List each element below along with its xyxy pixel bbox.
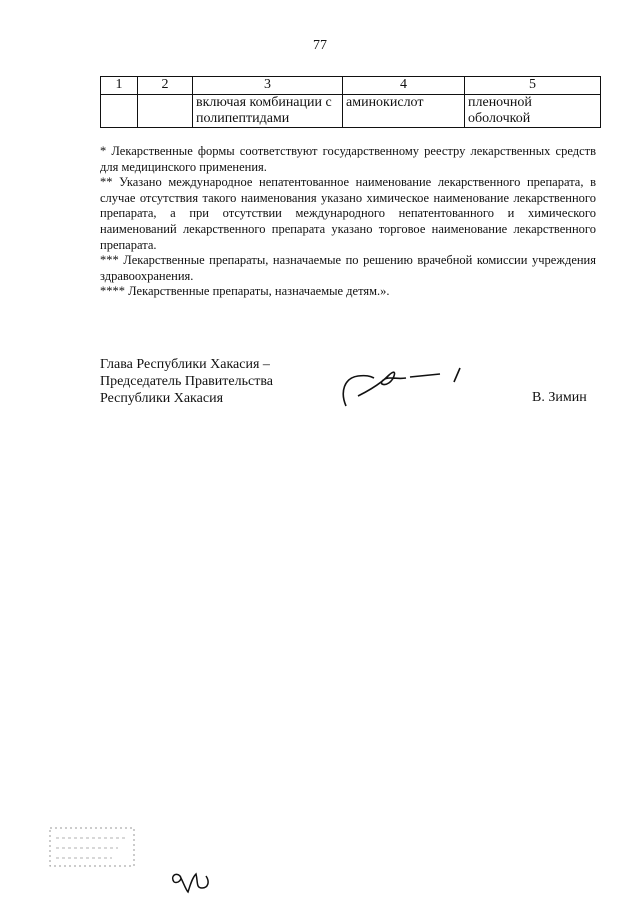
signer-title-line: Председатель Правительства [100, 374, 273, 389]
table-cell [101, 95, 138, 128]
medicine-table [100, 76, 601, 128]
faded-stamp [46, 822, 142, 872]
table-cell [138, 95, 193, 128]
footnotes [100, 144, 596, 300]
signer-title [100, 356, 273, 407]
table-cell: аминокислот [343, 95, 465, 128]
handwritten-signature [336, 362, 476, 414]
signer-name: В. Зимин [532, 390, 587, 405]
table-row [101, 95, 601, 128]
table-cell: пленочной оболочкой [465, 95, 601, 128]
column-number-2: 2 [138, 77, 193, 95]
handwritten-initials [166, 864, 216, 898]
footnote-1: * Лекарственные формы соответствуют государственному реестру лекарственных средств для медицинского применения. [100, 144, 596, 174]
table-header-row [101, 77, 601, 95]
signer-title-line: Глава Республики Хакасия – [100, 357, 270, 372]
column-number-5: 5 [465, 77, 601, 95]
page-number: 77 [313, 38, 327, 53]
table-cell: включая комбинации с полипептидами [193, 95, 343, 128]
column-number-4: 4 [343, 77, 465, 95]
signer-title-line: Республики Хакасия [100, 391, 224, 406]
footnote-3: *** Лекарственные препараты, назначаемые по решению врачебной комиссии учреждения здравоохранения. [100, 253, 596, 283]
column-number-3: 3 [193, 77, 343, 95]
column-number-1: 1 [101, 77, 138, 95]
footnote-2: ** Указано международное непатентованное наименование лекарственного препарата, в случае отсутствия такого наименования указано химическое наименование лекарственного препарата, а при отсутствии международного непатентованного и химического наименований лекарственного препарата указано торговое наименование лекарственного препарата. [100, 175, 596, 252]
footnote-4: **** Лекарственные препараты, назначаемые детям.». [100, 284, 390, 299]
